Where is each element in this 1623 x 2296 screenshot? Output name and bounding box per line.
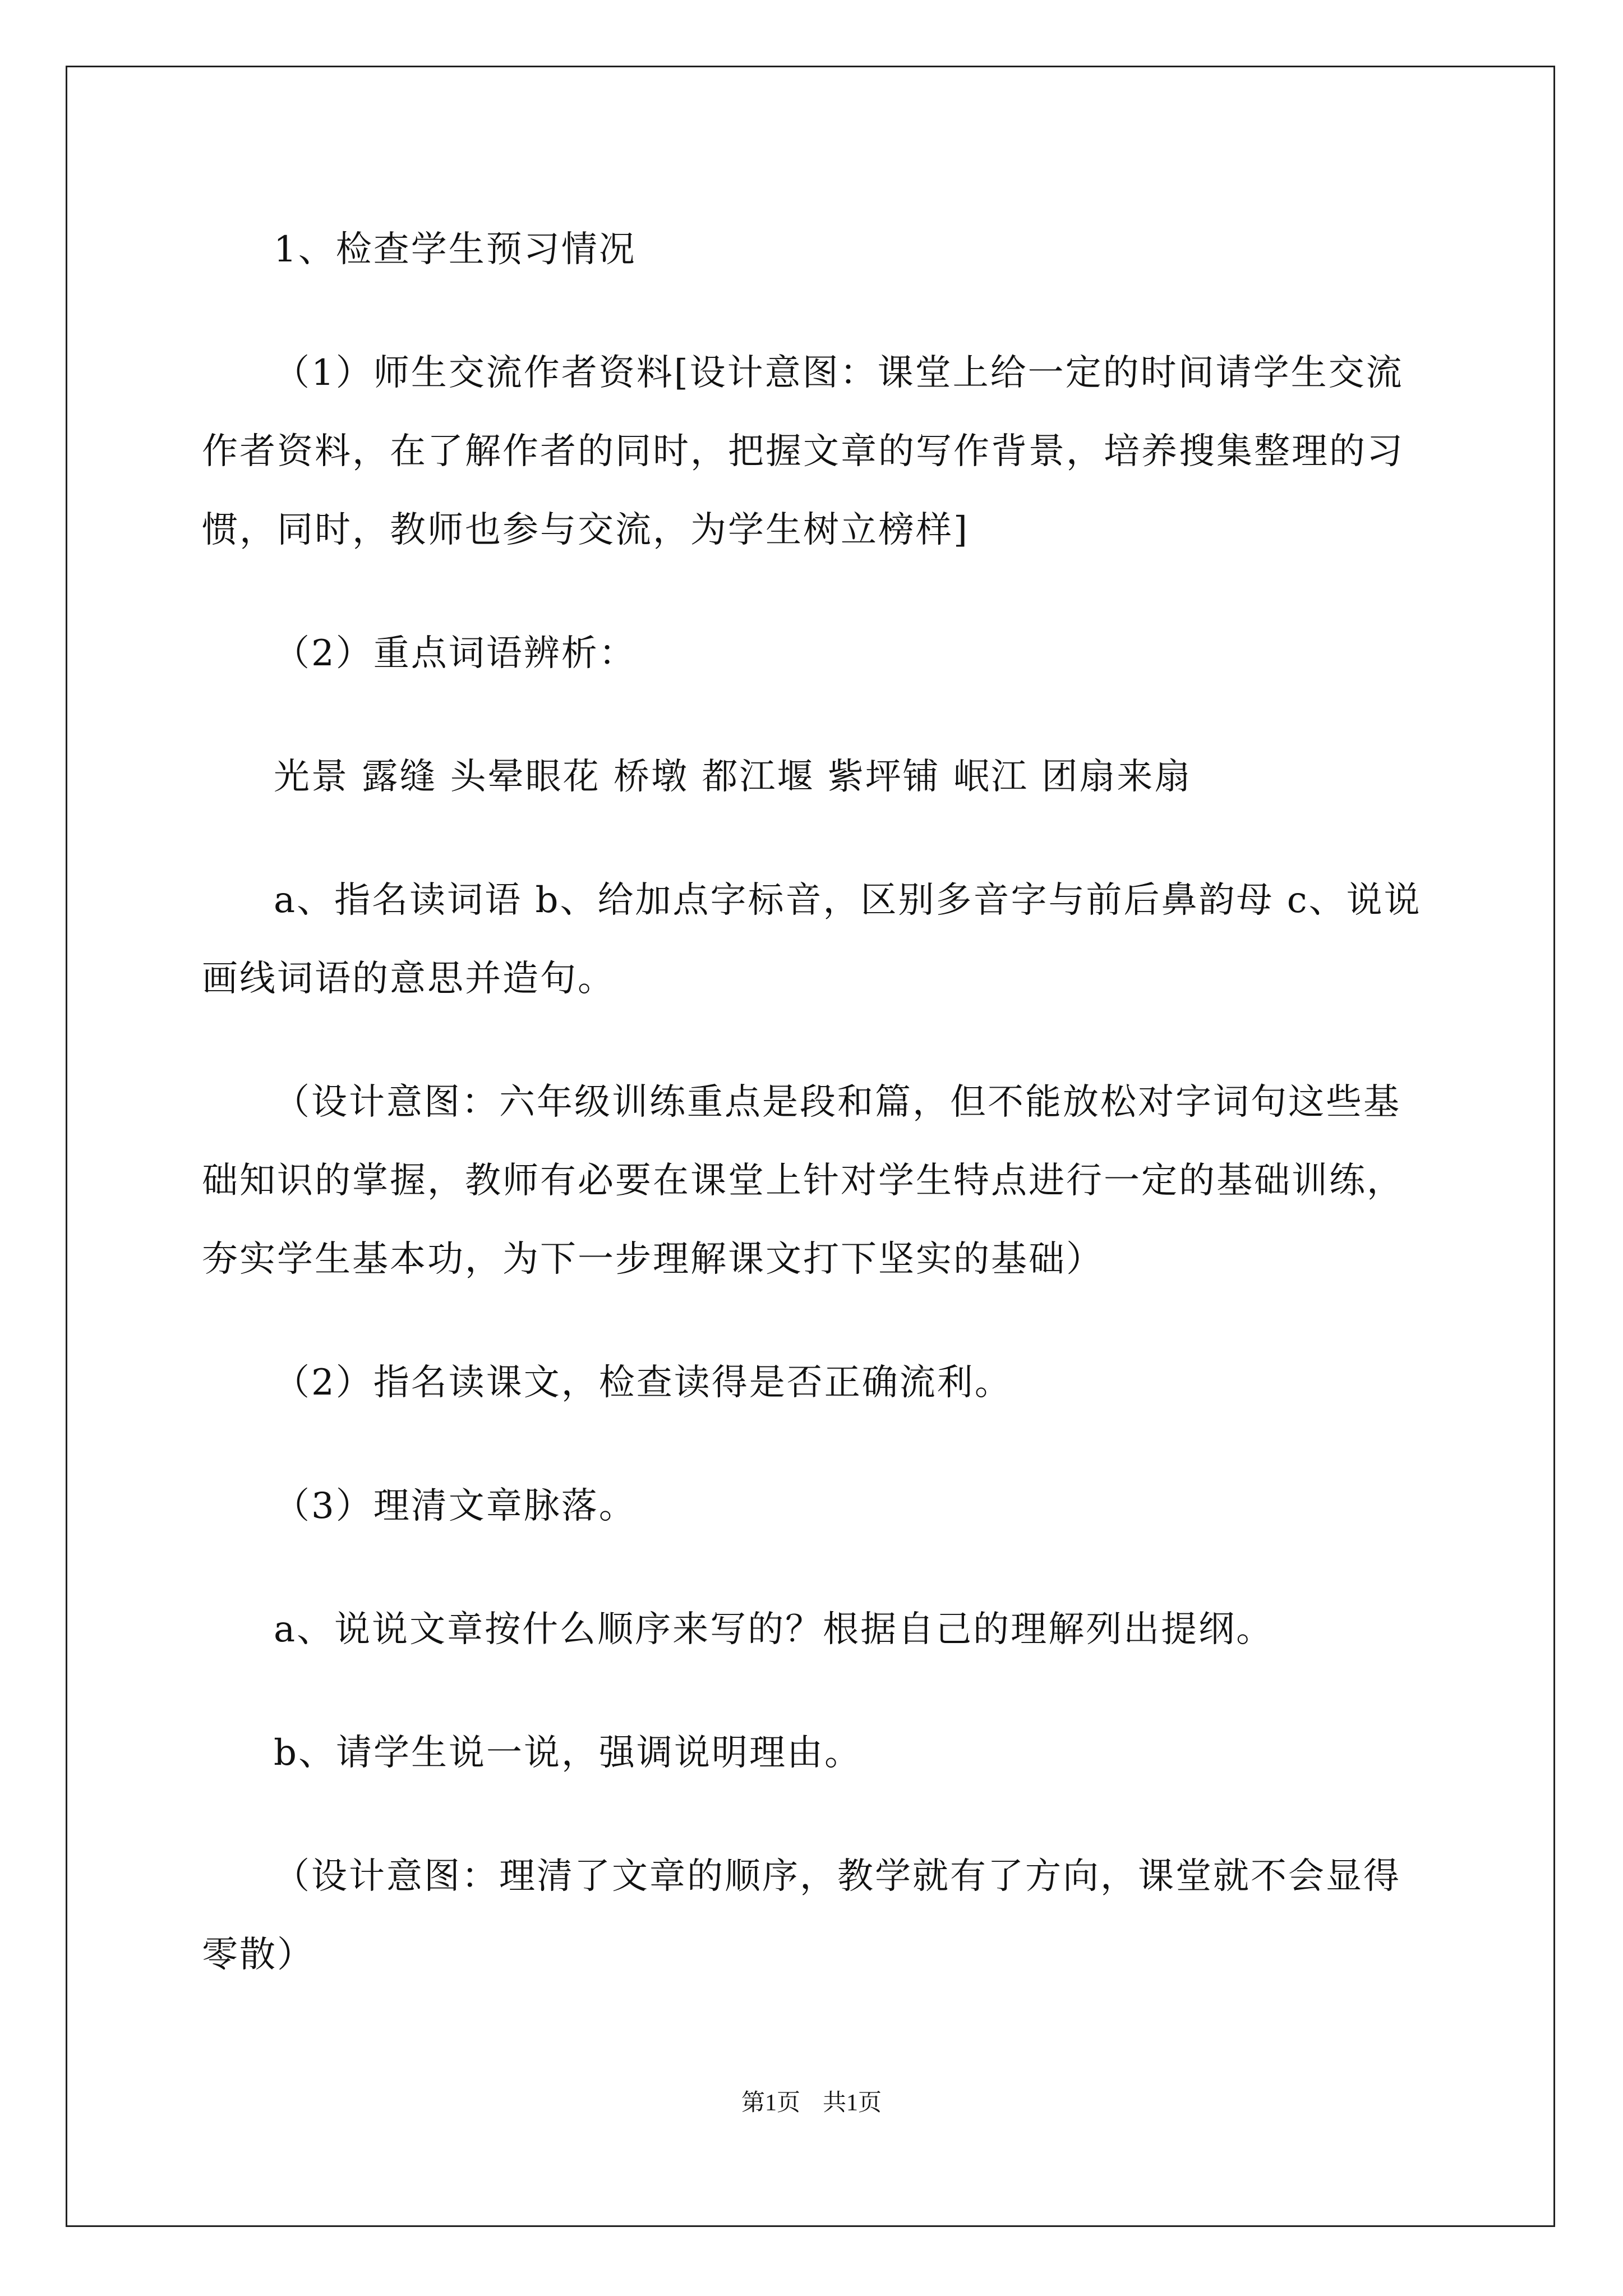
paragraph-student-explain: b、请学生说一说，强调说明理由。: [274, 1732, 862, 1774]
paragraph-design-intent-order: （设计意图：理清了文章的顺序，教学就有了方向，课堂就不会显得零散）: [202, 1856, 1401, 1976]
paragraph-word-list: 光景 露缝 头晕眼花 桥墩 都江堰 紫坪铺 岷江 团扇来扇: [274, 756, 1192, 798]
paragraph-heading-preview-check: 1、检查学生预习情况: [274, 229, 637, 270]
page-number: 第1页: [741, 2090, 800, 2116]
paragraph-key-words-title: （2）重点词语辨析：: [274, 633, 637, 674]
paragraph-structure: （3）理清文章脉落。: [274, 1485, 637, 1527]
document-body: [202, 210, 1424, 1994]
paragraph-order-question: a、说说文章按什么顺序来写的？根据自己的理解列出提纲。: [274, 1609, 1274, 1650]
paragraph-design-intent-words: （设计意图：六年级训练重点是段和篇，但不能放松对字词句这些基础知识的掌握，教师有必要在课堂上针对学生特点进行一定的基础训练，夯实学生基本功，为下一步理解课文打下坚实的基础）: [202, 1082, 1404, 1280]
paragraph-word-tasks: a、指名读词语 b、给加点字标音，区别多音字与前后鼻韵母 c、说说画线词语的意思并造句。: [202, 880, 1422, 1000]
page-footer: [0, 2084, 1623, 2118]
paragraph-read-text: （2）指名读课文，检查读得是否正确流利。: [274, 1362, 1012, 1404]
page-total: 共1页: [823, 2090, 882, 2116]
paragraph-author-exchange: （1）师生交流作者资料[设计意图：课堂上给一定的时间请学生交流作者资料，在了解作者的同时，把握文章的写作背景，培养搜集整理的习惯，同时，教师也参与交流，为学生树立榜样]: [202, 352, 1404, 551]
